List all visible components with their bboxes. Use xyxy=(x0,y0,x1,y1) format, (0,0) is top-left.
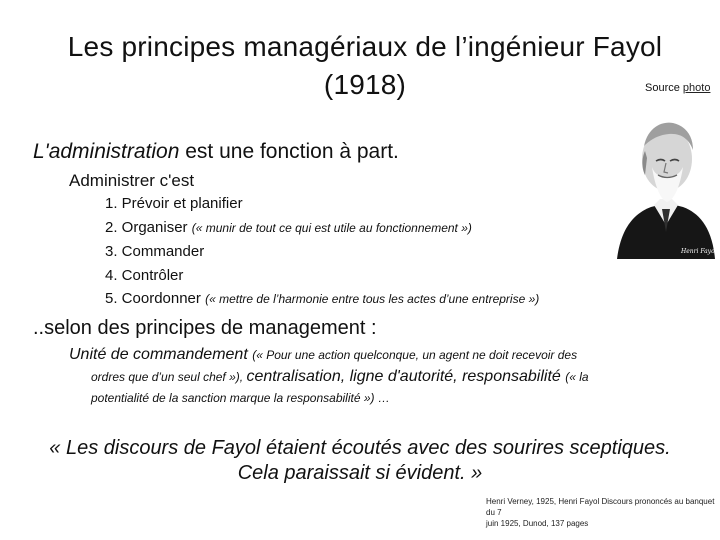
list-item-text: 1. Prévoir et planifier xyxy=(105,195,243,212)
administration-line xyxy=(33,139,399,165)
portrait-image xyxy=(611,99,720,259)
quote-line-1: « Les discours de Fayol étaient écoutés avec des sourires sceptiques. xyxy=(49,437,671,459)
reference-line-1: Henri Verney, 1925, Henri Fayol Discours prononcés au banquet du 7 xyxy=(486,497,715,517)
unite-note-a: (« Pour une action quelconque, un agent ne doit recevoir des xyxy=(252,348,578,362)
list-item-note: (« munir de tout ce qui est utile au fonctionnement ») xyxy=(191,220,472,235)
principles-line-2 xyxy=(91,366,689,388)
fayol-quote xyxy=(20,436,700,486)
list-item xyxy=(105,264,539,288)
list-item-text: 3. Commander xyxy=(105,243,205,260)
administration-rest: est une fonction à part. xyxy=(179,140,399,163)
unite-text: Unité de commandement xyxy=(69,346,253,363)
unite-note-b: ordres que d’un seul chef »), xyxy=(91,370,247,384)
photo-source xyxy=(645,81,710,95)
reference-line-2: juin 1925, Dunod, 137 pages xyxy=(486,519,589,528)
responsabilite-note-a: (« la xyxy=(565,370,589,384)
list-item xyxy=(105,216,539,241)
list-item-text: 5. Coordonner xyxy=(105,290,206,307)
list-item-text: 4. Contrôler xyxy=(105,266,184,284)
administrer-line: Administrer c'est xyxy=(69,171,195,190)
centralisation-text: centralisation, ligne d'autorité, responsabilité xyxy=(246,368,566,385)
principles-paragraph xyxy=(69,344,689,408)
slide-title xyxy=(40,28,690,104)
source-photo-link[interactable]: photo xyxy=(682,82,711,94)
quote-line-2: Cela paraissait si évident. » xyxy=(237,462,483,484)
list-item-note: (« mettre de l’harmonie entre tous les actes d’une entreprise ») xyxy=(205,292,540,306)
principles-line-3: potentialité de la sanction marque la responsabilité ») … xyxy=(91,391,390,405)
fayol-portrait xyxy=(611,99,720,259)
portrait-caption: Henri Fayol xyxy=(681,248,717,255)
management-functions-list xyxy=(105,192,539,312)
principles-heading: ..selon des principes de management : xyxy=(33,317,377,339)
list-item xyxy=(105,287,539,312)
source-prefix: Source xyxy=(645,82,683,94)
quote-reference xyxy=(486,496,716,529)
list-item-text: 2. Organiser xyxy=(105,218,192,236)
principles-line-1 xyxy=(69,344,689,366)
title-line-2: (1918) xyxy=(323,69,407,100)
list-item xyxy=(105,192,539,216)
list-item xyxy=(105,240,539,264)
title-line-1: Les principes managériaux de l’ingénieur Fayol xyxy=(67,31,663,62)
administration-italic: L'administration xyxy=(33,140,180,163)
